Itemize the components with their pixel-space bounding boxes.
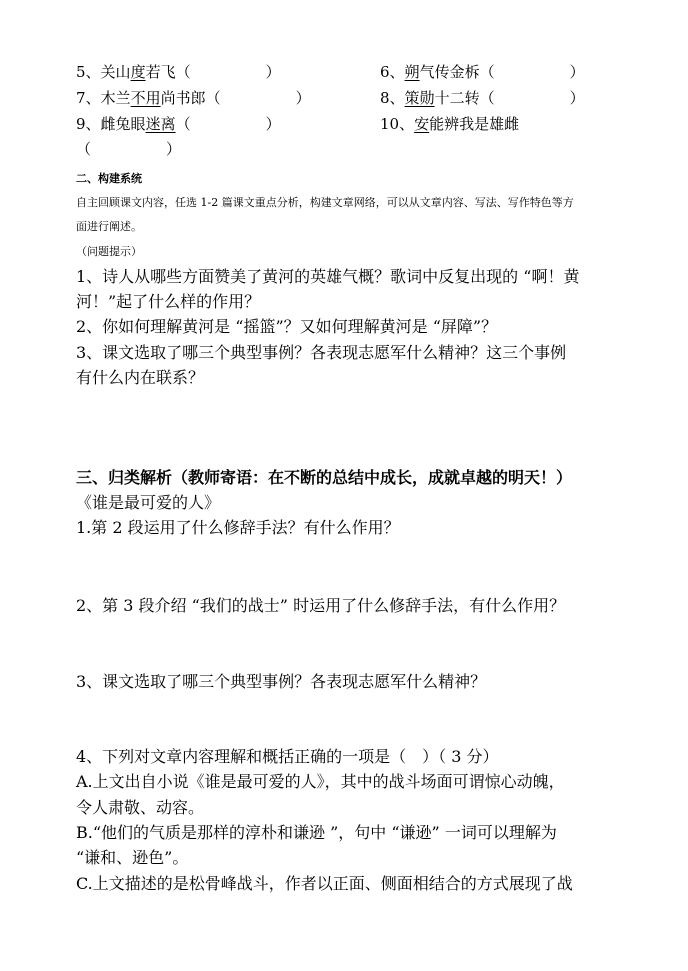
- underlined-word: 不用: [130, 89, 161, 107]
- answer-blank: （ ）: [479, 63, 585, 81]
- vocab-item-7: [76, 87, 311, 108]
- underlined-word: 度: [130, 63, 146, 81]
- item-number: 8、: [380, 89, 405, 107]
- section-3-heading: 三、归类解析（教师寄语：在不断的总结中成长，成就卓越的明天！）: [76, 468, 573, 487]
- item-text: 木兰: [100, 89, 131, 107]
- option-c-line-1: C.上文描述的是松骨峰战斗，作者以正面、侧面相结合的方式展现了战: [76, 874, 573, 893]
- underlined-word: 迷离: [145, 115, 176, 133]
- question-2: 2、你如何理解黄河是 “摇篮”？又如何理解黄河是 “屏障”？: [76, 317, 498, 336]
- question-1-line-2: 河！”起了什么样的作用？: [76, 292, 261, 311]
- option-a-line-2: 令人肃敬、动容。: [76, 798, 205, 817]
- underlined-word: 策勋: [404, 89, 435, 107]
- underlined-word: 安: [414, 115, 430, 133]
- answer-blank: （ ）: [479, 89, 585, 107]
- item-number: 9、: [76, 115, 101, 133]
- section-2-heading: 二、构建系统: [76, 172, 142, 185]
- answer-blank: （ ）: [205, 89, 311, 107]
- item-number: 6、: [380, 63, 405, 81]
- option-b-line-2: “谦和、逊色”。: [76, 848, 189, 867]
- hint-label: （问题提示）: [76, 245, 142, 258]
- item-text: 能辨我是雄雌: [429, 115, 520, 133]
- vocab-item-9: [76, 113, 281, 134]
- item-text: 尚书郎: [160, 89, 206, 107]
- underlined-word: 朔: [404, 63, 420, 81]
- question-1-line-1: 1、诗人从哪些方面赞美了黄河的英雄气概？歌词中反复出现的 “啊！黄: [76, 267, 580, 286]
- item-number: 10、: [380, 115, 415, 133]
- analysis-question-1: 1.第 2 段运用了什么修辞手法？有什么作用？: [76, 518, 400, 537]
- section-2-instruction: 自主回顾课文内容，任选 1-2 篇课文重点分析，构建文章网络，可以从文章内容、写法、写作特色等方: [76, 196, 574, 209]
- section-2-instruction-cont: 面进行阐述。: [76, 220, 142, 233]
- analysis-question-4: 4、下列对文章内容理解和概括正确的一项是（ ）（ 3 分）: [76, 747, 499, 766]
- item-text: 雌兔眼: [100, 115, 146, 133]
- question-3-line-1: 3、课文选取了哪三个典型事例？各表现志愿军什么精神？这三个事例: [76, 343, 567, 362]
- vocab-item-10-blank: （ ）: [76, 140, 182, 158]
- vocab-item-5: [76, 61, 281, 82]
- answer-blank: （ ）: [175, 115, 281, 133]
- question-3-line-2: 有什么内在联系？: [76, 368, 205, 387]
- answer-blank: （ ）: [175, 63, 281, 81]
- item-text: 气传金柝: [419, 63, 480, 81]
- item-text: 关山: [100, 63, 131, 81]
- vocab-item-6: [380, 61, 585, 82]
- item-text: 十二转: [434, 89, 480, 107]
- analysis-question-2: 2、第 3 段介绍 “我们的战士” 时运用了什么修辞手法，有什么作用？: [76, 596, 566, 615]
- text-title: 《谁是最可爱的人》: [76, 493, 221, 512]
- item-number: 7、: [76, 89, 101, 107]
- vocab-item-8: [380, 87, 585, 108]
- item-text: 若飞: [145, 63, 176, 81]
- option-a-line-1: A.上文出自小说《谁是最可爱的人》，其中的战斗场面可谓惊心动魄，: [76, 772, 565, 791]
- option-b-line-1: B.“他们的气质是那样的淳朴和谦逊 ”，句中 “谦逊” 一词可以理解为: [76, 823, 557, 842]
- item-number: 5、: [76, 63, 101, 81]
- vocab-item-10: [380, 113, 519, 134]
- analysis-question-3: 3、课文选取了哪三个典型事例？各表现志愿军什么精神？: [76, 672, 487, 691]
